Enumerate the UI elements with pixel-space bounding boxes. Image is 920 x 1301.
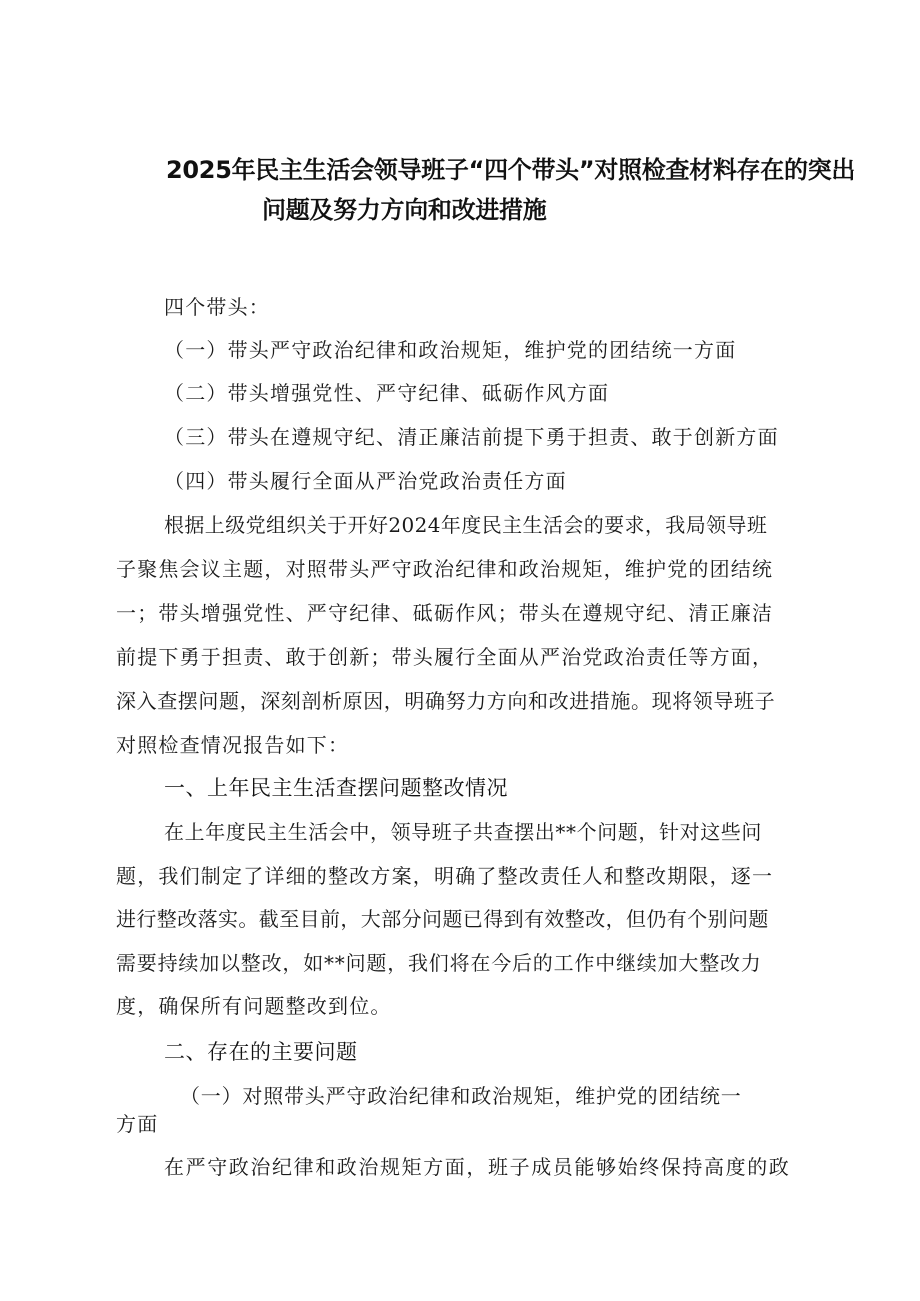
body-line: 根据上级党组织关于开好2024年度民主生活会的要求，我局领导班 [164, 513, 768, 537]
intro-item: （二）带头增强党性、严守纪律、砥砺作风方面 [164, 381, 610, 405]
title-line-1: 2025年民主生活会领导班子“四个带头”对照检查材料存在的突出 [166, 156, 856, 184]
body-line: 对照检查情况报告如下： [116, 733, 350, 757]
section-heading-1: 一、上年民主生活查摆问题整改情况 [164, 776, 508, 800]
body-line: 需要持续加以整改，如**问题，我们将在今后的工作中继续加大整改力 [116, 951, 762, 975]
body-line: 在严守政治纪律和政治规矩方面，班子成员能够始终保持高度的政 [164, 1155, 791, 1179]
body-line: 深入查摆问题，深刻剖析原因，明确努力方向和改进措施。现将领导班子 [116, 689, 776, 713]
intro-item: （四）带头履行全面从严治党政治责任方面 [164, 469, 567, 493]
body-line: 前提下勇于担责、敢于创新；带头履行全面从严治党政治责任等方面， [116, 645, 774, 669]
body-line: 在上年度民主生活会中，领导班子共查摆出**个问题，针对这些问 [164, 820, 762, 844]
subsection-heading: （一）对照带头严守政治纪律和政治规矩，维护党的团结统一 [180, 1084, 742, 1108]
intro-label: 四个带头： [164, 295, 270, 319]
body-line: 度，确保所有问题整改到位。 [116, 994, 392, 1018]
intro-item: （一）带头严守政治纪律和政治规矩，维护党的团结统一方面 [164, 338, 737, 362]
body-line: 题，我们制定了详细的整改方案，明确了整改责任人和整改期限，逐一 [116, 864, 774, 888]
section-heading-2: 二、存在的主要问题 [164, 1040, 358, 1064]
subsection-heading: 方面 [116, 1112, 159, 1136]
title-line-2: 问题及努力方向和改进措施 [262, 196, 547, 224]
body-line: 一；带头增强党性、严守纪律、砥砺作风；带头在遵规守纪、清正廉洁 [116, 601, 774, 625]
intro-item: （三）带头在遵规守纪、清正廉洁前提下勇于担责、敢于创新方面 [164, 425, 779, 449]
body-line: 子聚焦会议主题，对照带头严守政治纪律和政治规矩，维护党的团结统 [116, 557, 774, 581]
body-line: 进行整改落实。截至目前，大部分问题已得到有效整改，但仍有个别问题 [116, 907, 769, 931]
